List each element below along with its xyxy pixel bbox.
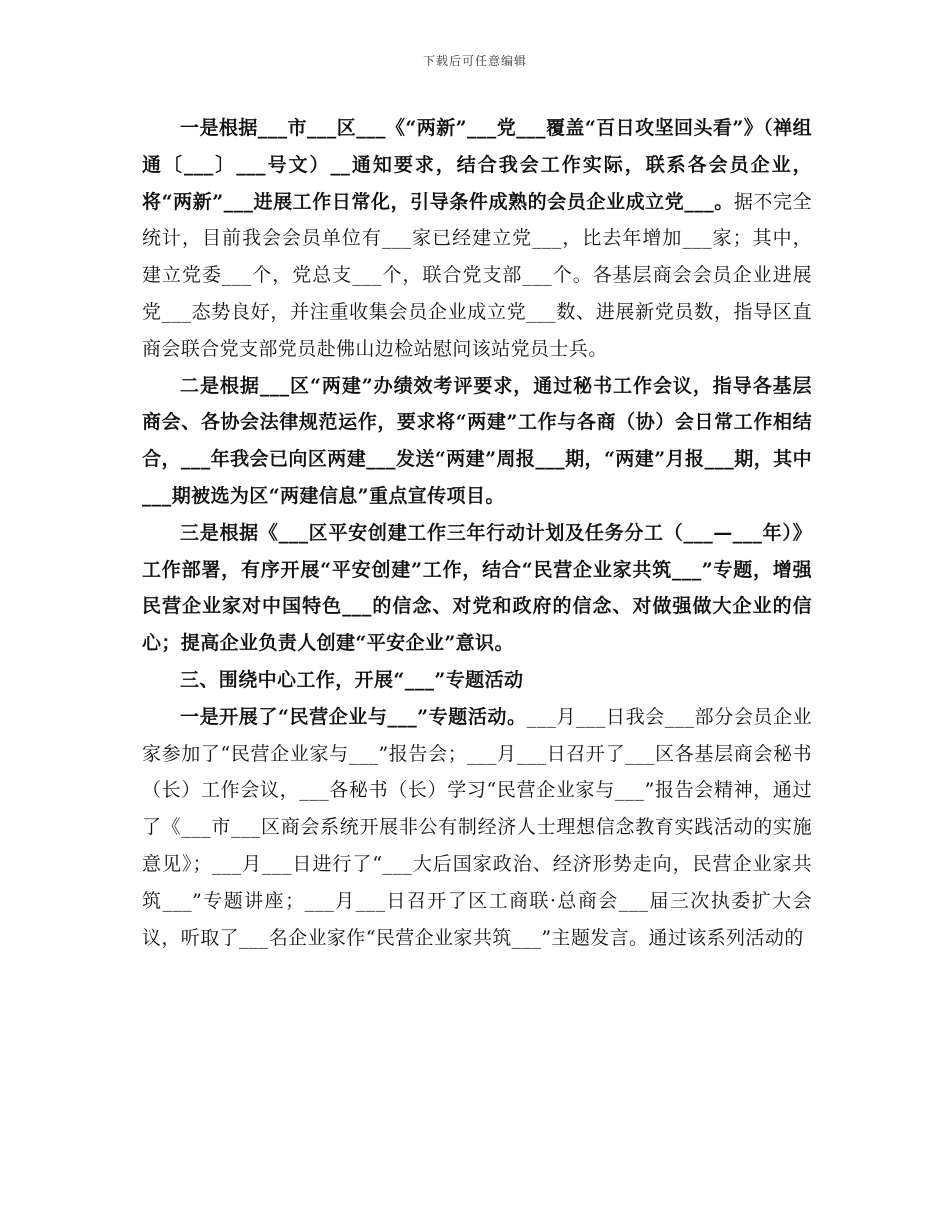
paragraph-special-activities [142, 699, 812, 957]
document-body [142, 110, 812, 956]
paragraph-two-builds: 二是根据___区“两建”办绩效考评要求，通过秘书工作会议，指导各基层商会、各协会法律规范运作，要求将“两建”工作与各商（协）会日常工作相结合，___年我会已向区两建___发送“两建”周报___期，“两建”月报___期，其中___期被选为区“两建信息”重点宣传项目。 [142, 374, 812, 507]
paragraph-party-building-bold: 一是根据___市___区___《“两新”___党___覆盖“百日攻坚回头看”》（禅组通〔___〕___号文）__通知要求，结合我会工作实际，联系各会员企业，将“两新”___进展工作日常化，引导条件成熟的会员企业成立党___。 [142, 117, 812, 213]
page-header: 下载后可任意编辑 [422, 54, 527, 68]
paragraph-party-building-stats: 据不完全统计，目前我会会员单位有___家已经建立党___，比去年增加___家；其中，建立党委___个，党总支___个，联合党支部___个。各基层商会会员企业进展党___态势良好，并注重收集会员企业成立党___数、进展新党员数，指导区直商会联合党支部党员赴佛山边检站慰问该站党员士兵。 [142, 190, 812, 360]
paragraph-safety-creation: 三是根据《___区平安创建工作三年行动计划及任务分工（___—___年）》工作部署，有序开展“平安创建”工作，结合“民营企业家共筑___”专题，增强民营企业家对中国特色___的信念、对党和政府的信念、对做强做大企业的信心；提高企业负责人创建“平安企业”意识。 [142, 521, 812, 655]
section-heading-three: 三、围绕中心工作，开展“___”专题活动 [180, 668, 524, 691]
paragraph-special-activities-lead: 一是开展了“民营企业与___”专题活动。 [180, 705, 527, 728]
paragraph-party-building [142, 110, 812, 368]
paragraph-special-activities-body: ___月___日我会___部分会员企业家参加了“民营企业家与___”报告会；___月___日召开了___区各基层商会秘书（长）工作会议，___各秘书（长）学习“民营企业家与___”报告会精神，通过了《___市___区商会系统开展非公有制经济人士理想信念教育实践活动的实施意见》；___月___日进行了“___大后国家政治、经济形势走向，民营企业家共筑___”专题讲座；___月___日召开了区工商联·总商会___届三次执委扩大会议，听取了___名企业家作“民营企业家共筑___”主题发言。通过该系列活动的 [142, 705, 813, 949]
